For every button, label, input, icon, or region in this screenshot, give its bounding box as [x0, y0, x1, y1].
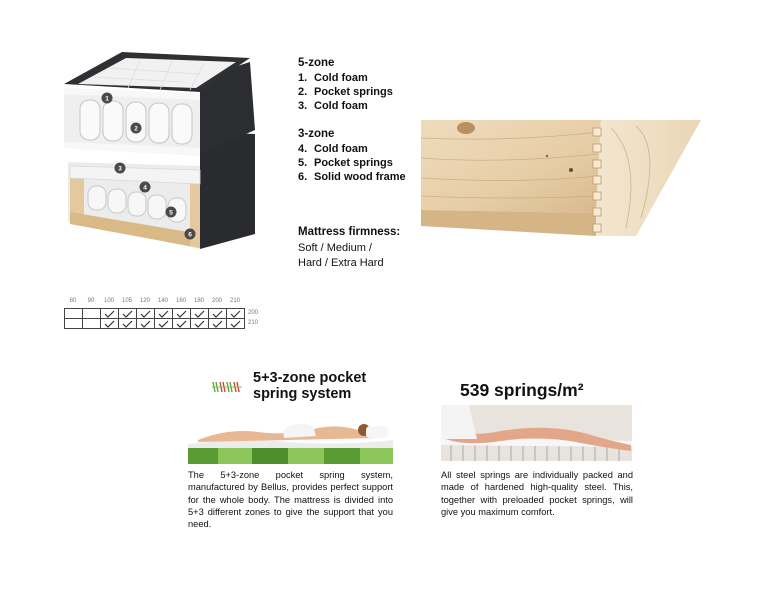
check-icon — [158, 310, 169, 318]
check-icon — [212, 320, 223, 328]
check-icon — [104, 320, 115, 328]
svg-text:5: 5 — [169, 209, 173, 217]
check-icon — [104, 310, 115, 318]
callout-6 — [185, 229, 196, 240]
list-item: 2. Pocket springs — [298, 86, 393, 98]
spec-3zone-list — [298, 142, 406, 184]
check-icon — [122, 320, 133, 328]
size-available-cell — [227, 319, 245, 329]
svg-text:4: 4 — [143, 184, 147, 192]
size-available-cell — [155, 309, 173, 319]
size-empty-cell — [83, 319, 101, 329]
size-empty-cell — [65, 319, 83, 329]
spec-3zone — [298, 127, 406, 184]
check-icon — [194, 310, 205, 318]
zone-spring-icon — [212, 380, 242, 394]
size-empty-cell — [65, 309, 83, 319]
firmness-line-1: Soft / Medium / — [298, 242, 372, 254]
check-icon — [176, 310, 187, 318]
size-available-cell — [137, 309, 155, 319]
spec-5zone — [298, 56, 393, 113]
check-icon — [140, 310, 151, 318]
size-available-cell — [191, 309, 209, 319]
check-icon — [176, 320, 187, 328]
length-label: 200 — [248, 310, 259, 316]
check-icon — [158, 320, 169, 328]
list-item: 6. Solid wood frame — [298, 171, 406, 183]
size-available-cell — [191, 319, 209, 329]
width-label: 90 — [87, 298, 95, 304]
check-icon — [122, 310, 133, 318]
springs-description: All steel springs are individually packed and made of hardened high-quality steel. This, together with preloaded pocket springs, will give you maximum comfort. — [441, 470, 633, 517]
callout-5 — [166, 207, 177, 218]
size-length-labels — [248, 308, 258, 329]
size-available-cell — [173, 319, 191, 329]
width-label: 200 — [211, 298, 222, 304]
springs-leg-photo — [441, 405, 632, 461]
list-item: 5. Pocket springs — [298, 157, 393, 169]
spec-5zone-list — [298, 71, 393, 113]
list-item: 3. Cold foam — [298, 100, 368, 112]
width-label: 105 — [121, 298, 132, 304]
size-availability-table — [64, 298, 258, 329]
width-label: 140 — [157, 298, 168, 304]
pocket-spring-description: The 5+3-zone pocket spring system, manufactured by Bellus, provides perfect support for the whole body. The mattress is divided into 5+3 different zones to give the support that you need. — [188, 470, 393, 530]
callout-2 — [131, 123, 142, 134]
pocket-spring-title: 5+3-zone pocket spring system — [253, 370, 367, 402]
width-label: 210 — [229, 298, 240, 304]
size-available-cell — [119, 319, 137, 329]
list-item: 4. Cold foam — [298, 143, 368, 155]
check-icon — [212, 310, 223, 318]
check-icon — [230, 310, 241, 318]
width-label: 80 — [69, 298, 77, 304]
width-label: 120 — [139, 298, 150, 304]
size-available-cell — [173, 309, 191, 319]
size-width-header — [64, 298, 258, 308]
size-available-cell — [101, 319, 119, 329]
size-available-cell — [119, 309, 137, 319]
callout-3 — [115, 163, 126, 174]
svg-text:3: 3 — [118, 165, 122, 173]
length-label: 210 — [248, 320, 259, 326]
table-row — [65, 319, 245, 329]
size-available-cell — [137, 319, 155, 329]
list-item: 1. Cold foam — [298, 72, 368, 84]
spec-5zone-title: 5-zone — [298, 57, 335, 69]
mattress-springs — [80, 100, 192, 144]
size-available-cell — [101, 309, 119, 319]
size-grid — [64, 308, 245, 329]
svg-text:2: 2 — [134, 125, 138, 133]
size-available-cell — [155, 319, 173, 329]
svg-text:6: 6 — [188, 231, 192, 239]
wood-frame-photo — [421, 118, 706, 243]
width-label: 180 — [193, 298, 204, 304]
check-icon — [140, 320, 151, 328]
size-available-cell — [227, 309, 245, 319]
zone-mattress-photo — [188, 410, 393, 464]
firmness-line-2: Hard / Extra Hard — [298, 257, 384, 269]
bed-cutaway-illustration — [50, 44, 260, 259]
size-available-cell — [209, 319, 227, 329]
width-label: 160 — [175, 298, 186, 304]
firmness-title: Mattress firmness: — [298, 226, 401, 238]
mattress-firmness — [298, 225, 400, 271]
check-icon — [194, 320, 205, 328]
table-row — [65, 309, 245, 319]
finger-joints — [593, 128, 601, 232]
callout-1 — [102, 93, 113, 104]
callout-4 — [140, 182, 151, 193]
springs-per-m2-title: 539 springs/m² — [460, 380, 584, 400]
width-label: 100 — [103, 298, 114, 304]
check-icon — [230, 320, 241, 328]
size-available-cell — [209, 309, 227, 319]
size-empty-cell — [83, 309, 101, 319]
svg-text:1: 1 — [105, 95, 109, 103]
spec-3zone-title: 3-zone — [298, 128, 335, 140]
